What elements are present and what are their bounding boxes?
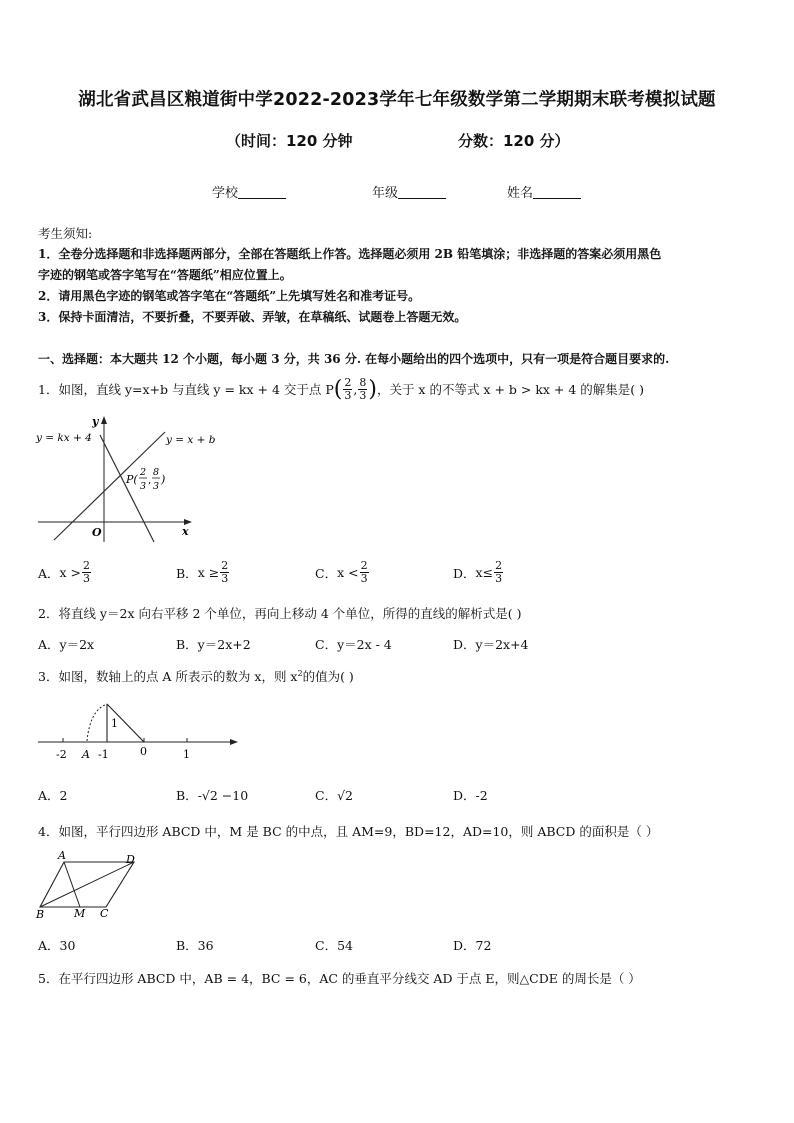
option-fraction <box>82 560 91 585</box>
notice-item-2: 2．请用黑色字迹的钢笔或答字笔在“答题纸”上先填写姓名和准考证号。 <box>38 289 421 303</box>
label-d: D <box>126 853 135 866</box>
option-letter: D． <box>453 788 476 803</box>
q1-pre: 1．如图，直线 y=x+b 与直线 y = kx + 4 交于点 P <box>38 382 334 397</box>
option-fraction <box>360 560 369 585</box>
point-p-label: P( <box>126 473 138 486</box>
label-m: M <box>74 907 86 920</box>
option-letter: C． <box>315 788 338 803</box>
comma: , <box>353 381 358 397</box>
label-0: 0 <box>140 745 147 758</box>
notice-item-1a: 1．全卷分选择题和非选择题两部分，全部在答题纸上作答。选择题必须用 2B 铅笔填涂；非选择题的答案必须用黑色 <box>38 247 662 261</box>
q4-option-b[interactable]: B．36 <box>176 938 214 953</box>
option-letter: A． <box>38 788 60 803</box>
frac-den: 3 <box>221 572 229 585</box>
q1-option-d[interactable] <box>453 560 504 585</box>
q1-option-a[interactable] <box>38 560 92 585</box>
question-1-stem <box>38 374 644 404</box>
option-letter: B． <box>176 788 198 803</box>
page-title: 湖北省武昌区粮道街中学2022-2023学年七年级数学第二学期期末联考模拟试题 <box>78 90 716 110</box>
label-kx4: y = kx + 4 <box>36 432 92 444</box>
q3-number-line <box>30 692 250 772</box>
label-1: 1 <box>183 748 190 761</box>
frac-num: 2 <box>495 559 503 572</box>
q2-option-c[interactable]: C．y＝2x - 4 <box>315 637 392 652</box>
option-fraction <box>220 560 229 585</box>
segment-am <box>64 862 80 907</box>
option-text: -2 <box>475 788 488 803</box>
frac-num: 2 <box>360 559 368 572</box>
q1-post: ，关于 x 的不等式 x + b > kx + 4 的解集是( ) <box>376 382 645 397</box>
number-line-arrow <box>230 739 238 745</box>
total-score: 分数：120 分） <box>458 132 570 150</box>
school-label: 学校 <box>212 186 239 201</box>
q3-option-c[interactable] <box>315 786 353 804</box>
q3-option-d[interactable] <box>453 786 488 804</box>
name-blank <box>533 186 581 199</box>
origin-label: O <box>92 526 102 539</box>
label-xb: y = x + b <box>166 434 216 446</box>
q4-option-d[interactable]: D．72 <box>453 938 492 953</box>
paren-close: ) <box>368 376 377 402</box>
option-letter: D． <box>453 565 476 581</box>
label-m1: -1 <box>98 748 109 761</box>
q3-stem-b: 的值为( ) <box>302 669 354 684</box>
q4-option-c[interactable]: C．54 <box>315 938 353 953</box>
q1-graph <box>30 405 216 545</box>
frac-den: 3 <box>495 572 503 585</box>
p-y-num: 8 <box>359 375 367 389</box>
option-letter: B． <box>176 565 198 581</box>
option-letter: A． <box>38 565 60 581</box>
y-axis-arrow <box>101 416 107 424</box>
p-x-den: 3 <box>344 388 352 402</box>
grade-blank <box>398 186 446 199</box>
notice-heading: 考生须知: <box>38 226 93 241</box>
question-5-stem: 5．在平行四边形 ABCD 中，AB = 4，BC = 6，AC 的垂直平分线交 AD 于点 E，则△CDE 的周长是（ ） <box>38 971 641 986</box>
time-limit: （时间：120 分钟 <box>226 132 353 150</box>
frac-den: 3 <box>360 572 368 585</box>
option-letter: C． <box>315 565 338 581</box>
name-field <box>507 182 581 201</box>
q3-option-a[interactable] <box>38 786 67 804</box>
q3-superscript: 2 <box>297 668 303 678</box>
q1-option-b[interactable] <box>176 560 230 585</box>
q2-option-a[interactable]: A．y＝2x <box>38 637 95 652</box>
q2-option-d[interactable]: D．y＝2x+4 <box>453 637 529 652</box>
p-x-den-g: 3 <box>140 481 147 492</box>
section-heading: 一、选择题：本大题共 12 个小题，每小题 3 分，共 36 分. 在每小题给出的四个选项中，只有一项是符合题目要求的. <box>38 352 670 366</box>
school-field <box>212 182 286 201</box>
p-y-num-g: 8 <box>153 467 160 478</box>
notice-item-3: 3．保持卡面清洁，不要折叠，不要弄破、弄皱，在草稿纸、试题卷上答题无效。 <box>38 310 467 324</box>
side-label: 1 <box>111 717 118 730</box>
grade-label: 年级 <box>372 186 399 201</box>
label-m2: -2 <box>56 748 67 761</box>
p-comma: , <box>148 475 152 486</box>
frac-num: 2 <box>83 559 91 572</box>
option-fraction <box>494 560 503 585</box>
q4-parallelogram <box>34 848 154 928</box>
option-relation: x < <box>337 565 359 580</box>
question-3-stem <box>38 667 354 685</box>
name-label: 姓名 <box>507 186 534 201</box>
option-relation: x ≥ <box>197 565 220 580</box>
frac-num: 2 <box>221 559 229 572</box>
school-blank <box>238 186 286 199</box>
q3-stem-a: 3．如图，数轴上的点 A 所表示的数为 x，则 x <box>38 669 298 684</box>
p-x-num-g: 2 <box>140 467 147 478</box>
question-2-stem: 2．将直线 y＝2x 向右平移 2 个单位，再向上移动 4 个单位，所得的直线的解析式是( ) <box>38 606 522 621</box>
label-a: A <box>82 748 90 761</box>
label-b: B <box>36 908 45 921</box>
option-text: -√2 −10 <box>197 788 249 803</box>
q1-option-c[interactable] <box>315 560 370 585</box>
y-axis-label: y <box>92 415 99 428</box>
question-4-stem: 4．如图，平行四边形 ABCD 中，M 是 BC 的中点，且 AM=9，BD=12，AD=10，则 ABCD 的面积是（ ） <box>38 824 659 839</box>
option-relation: x > <box>59 565 82 580</box>
p-y-den-g: 3 <box>153 481 160 492</box>
p-x-num: 2 <box>344 375 352 389</box>
dashed-arc <box>87 704 107 741</box>
option-relation: x≤ <box>475 565 494 580</box>
q3-option-b[interactable] <box>176 786 248 804</box>
line-x-plus-b <box>54 432 165 540</box>
frac-den: 3 <box>83 572 91 585</box>
grade-field <box>372 182 446 201</box>
notice-item-1b: 字迹的钢笔或答字笔写在“答题纸”相应位置上。 <box>38 268 292 282</box>
q4-option-a[interactable]: A．30 <box>38 938 76 953</box>
label-a: A <box>58 849 66 862</box>
p-x-fraction <box>343 377 352 402</box>
option-text: √2 <box>337 788 353 803</box>
option-text: 2 <box>59 788 68 803</box>
x-axis-label: x <box>182 525 189 538</box>
p-y-den: 3 <box>359 388 367 402</box>
paren-open: ( <box>333 376 343 402</box>
q2-option-b[interactable]: B．y＝2x+2 <box>176 637 251 652</box>
p-close: ) <box>161 473 166 486</box>
p-y-fraction <box>358 377 367 402</box>
label-c: C <box>100 907 109 920</box>
